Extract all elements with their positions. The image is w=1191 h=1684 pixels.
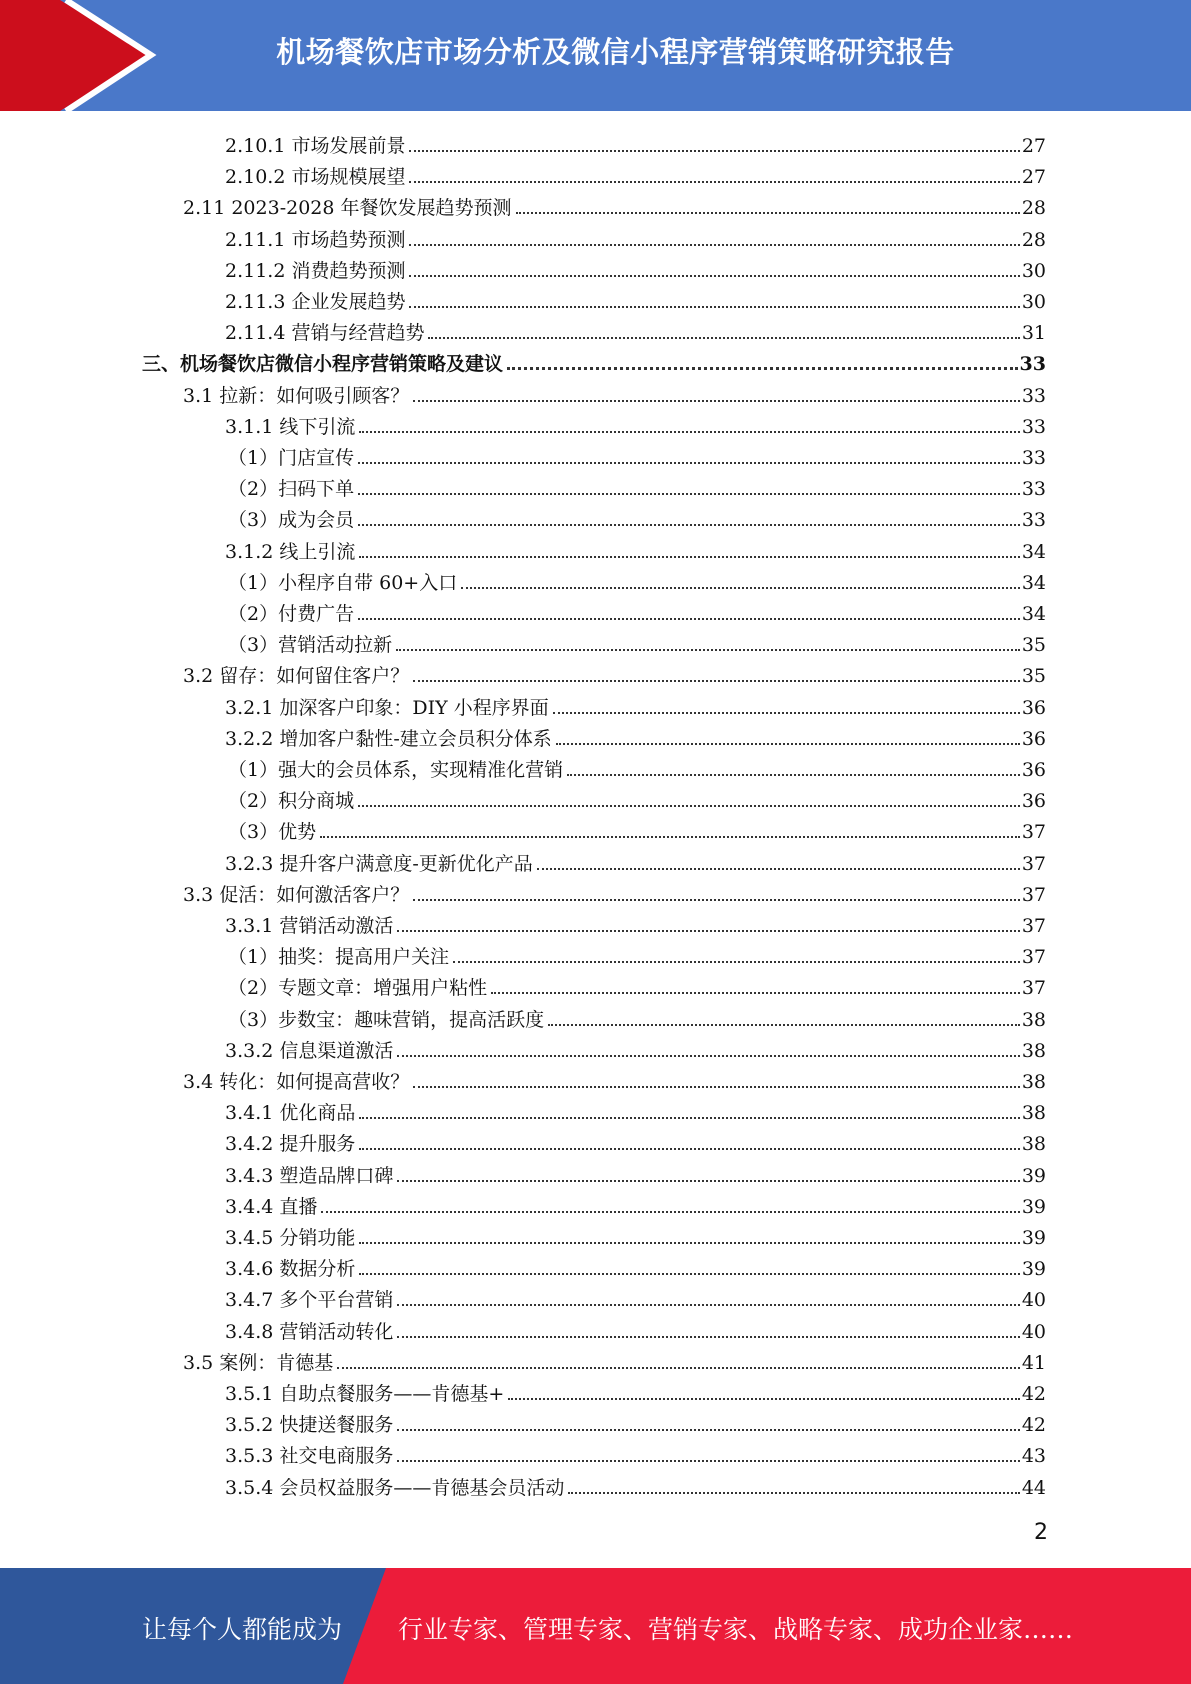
toc-entry-page: 33 <box>1021 447 1046 469</box>
toc-leader-dots <box>397 1460 1019 1462</box>
toc-entry[interactable] <box>225 1468 1046 1499</box>
toc-entry-title: （2）积分商城 <box>228 790 355 813</box>
toc-entry[interactable] <box>142 344 1046 375</box>
toc-leader-dots <box>397 1055 1019 1057</box>
toc-entry-title: 2.11.1 市场趋势预测 <box>225 228 406 251</box>
toc-entry-page: 30 <box>1021 259 1046 282</box>
toc-entry-title: 3.4.4 直播 <box>225 1195 318 1218</box>
toc-entry-title: 3.1.1 线下引流 <box>225 415 356 438</box>
toc-entry[interactable] <box>228 750 1046 781</box>
toc-entry-title: 3.3.1 营销活动激活 <box>225 915 394 937</box>
toc-entry-title: （1）门店宣传 <box>228 447 355 469</box>
toc-entry[interactable] <box>225 1124 1046 1155</box>
toc-entry-title: 2.11.2 消费趋势预测 <box>225 259 406 282</box>
toc-entry[interactable] <box>225 282 1046 313</box>
toc-entry[interactable] <box>228 968 1046 999</box>
toc-entry-page: 28 <box>1021 228 1046 251</box>
toc-entry-title: （2）扫码下单 <box>228 478 355 501</box>
toc-entry-page: 37 <box>1021 852 1046 875</box>
toc-entry-page: 37 <box>1021 915 1046 937</box>
toc-entry-page: 40 <box>1021 1320 1046 1343</box>
toc-leader-dots <box>413 680 1020 682</box>
toc-entry-page: 37 <box>1021 883 1046 906</box>
toc-leader-dots <box>453 961 1020 963</box>
toc-leader-dots <box>397 1429 1019 1431</box>
toc-entry-page: 39 <box>1021 1195 1046 1218</box>
toc-leader-dots <box>397 1336 1019 1338</box>
toc-entry[interactable] <box>228 594 1046 625</box>
toc-entry-page: 38 <box>1021 1071 1046 1093</box>
toc-entry-title: （1）抽奖：提高用户关注 <box>228 946 450 969</box>
toc-entry-page: 38 <box>1021 1102 1046 1125</box>
toc-leader-dots <box>396 649 1020 651</box>
toc-entry-title: 3.1.2 线上引流 <box>225 540 356 563</box>
toc-entry-page: 36 <box>1021 790 1046 813</box>
toc-entry-page: 34 <box>1021 603 1046 625</box>
toc-entry[interactable] <box>228 438 1046 469</box>
toc-entry-page: 37 <box>1021 977 1046 1000</box>
toc-entry-title: 3.2.1 加深客户印象：DIY 小程序界面 <box>225 696 549 719</box>
toc-leader-dots <box>359 431 1019 433</box>
toc-entry[interactable] <box>225 1280 1046 1311</box>
toc-entry-title: 3.2 留存：如何留住客户？ <box>183 665 410 688</box>
toc-entry[interactable] <box>228 781 1046 812</box>
toc-entry-title: 3.4.3 塑造品牌口碑 <box>225 1164 394 1187</box>
toc-entry-title: 3.3.2 信息渠道激活 <box>225 1039 394 1062</box>
toc-entry-title: 3.1 拉新：如何吸引顾客？ <box>183 384 410 407</box>
toc-entry-title: （2）付费广告 <box>228 603 355 625</box>
toc-leader-dots <box>359 1273 1019 1275</box>
toc-entry-page: 37 <box>1021 946 1046 969</box>
toc-entry-title: （1）强大的会员体系，实现精准化营销 <box>228 759 564 781</box>
toc-entry[interactable] <box>225 1312 1046 1343</box>
toc-leader-dots <box>409 150 1019 152</box>
toc-entry[interactable] <box>225 1374 1046 1405</box>
toc-entry[interactable] <box>225 1156 1046 1187</box>
toc-entry-page: 35 <box>1021 665 1046 688</box>
toc-entry[interactable] <box>183 376 1046 407</box>
toc-entry-title: 3.4 转化：如何提高营收？ <box>183 1071 410 1093</box>
toc-entry-page: 34 <box>1021 571 1046 594</box>
toc-entry-page: 31 <box>1021 322 1046 345</box>
toc-entry-page: 33 <box>1021 384 1046 407</box>
toc-entry-title: 3.2.2 增加客户黏性-建立会员积分体系 <box>225 727 552 750</box>
toc-entry[interactable] <box>183 1343 1046 1374</box>
toc-entry[interactable] <box>183 656 1046 687</box>
toc-entry-page: 33 <box>1021 478 1046 501</box>
toc-leader-dots <box>359 1242 1019 1244</box>
toc-entry-title: 3.5.4 会员权益服务——肯德基会员活动 <box>225 1476 565 1499</box>
toc-entry-page: 42 <box>1021 1383 1046 1405</box>
toc-entry[interactable] <box>225 844 1046 875</box>
toc-leader-dots <box>413 400 1020 402</box>
toc-entry[interactable] <box>225 688 1046 719</box>
page-header <box>0 0 1191 111</box>
toc-leader-dots <box>409 275 1019 277</box>
toc-entry-page: 33 <box>1021 415 1046 438</box>
toc-entry[interactable] <box>228 500 1046 531</box>
toc-entry-page: 33 <box>1019 353 1046 376</box>
toc-entry-title: 3.4.6 数据分析 <box>225 1258 356 1281</box>
toc-leader-dots <box>568 1492 1019 1494</box>
toc-entry-page: 39 <box>1021 1164 1046 1187</box>
toc-entry-page: 27 <box>1021 135 1046 157</box>
toc-entry[interactable] <box>225 906 1046 937</box>
toc-entry-title: 2.11 2023-2028 年餐饮发展趋势预测 <box>183 197 512 220</box>
toc-entry-title: （3）成为会员 <box>228 509 355 532</box>
toc-entry[interactable] <box>225 313 1046 344</box>
toc-leader-dots <box>553 712 1020 714</box>
toc-entry[interactable] <box>225 1218 1046 1249</box>
toc-entry-page: 36 <box>1021 759 1046 781</box>
toc-leader-dots <box>397 1304 1019 1306</box>
toc-entry-title: （3）营销活动拉新 <box>228 634 393 657</box>
toc-entry-page: 37 <box>1021 821 1046 844</box>
toc-leader-dots <box>397 1180 1019 1182</box>
toc-leader-dots <box>359 1148 1019 1150</box>
toc-entry-page: 38 <box>1021 1133 1046 1156</box>
toc-leader-dots <box>397 930 1019 932</box>
toc-entry-title: 3.5.1 自助点餐服务——肯德基+ <box>225 1383 505 1405</box>
toc-entry-title: 3.5 案例：肯德基 <box>183 1351 334 1374</box>
toc-entry-page: 36 <box>1021 696 1046 719</box>
toc-entry[interactable] <box>225 1031 1046 1062</box>
toc-entry-title: 3.4.7 多个平台营销 <box>225 1289 394 1312</box>
toc-leader-dots <box>548 1024 1020 1026</box>
toc-entry-title: 2.10.2 市场规模展望 <box>225 166 406 189</box>
toc-entry[interactable] <box>228 812 1046 843</box>
toc-leader-dots <box>358 524 1020 526</box>
toc-entry[interactable] <box>225 1405 1046 1436</box>
toc-leader-dots <box>359 556 1019 558</box>
toc-entry[interactable] <box>225 1249 1046 1280</box>
toc-entry[interactable] <box>228 1000 1046 1031</box>
toc-entry-page: 38 <box>1021 1039 1046 1062</box>
toc-entry[interactable] <box>225 1187 1046 1218</box>
toc-leader-dots <box>491 992 1020 994</box>
toc-entry-page: 41 <box>1021 1351 1046 1374</box>
toc-entry-title: （3）优势 <box>228 821 317 844</box>
toc-entry-title: 三、机场餐饮店微信小程序营销策略及建议 <box>142 353 504 376</box>
toc-entry[interactable] <box>228 937 1046 968</box>
toc-entry-page: 39 <box>1021 1258 1046 1281</box>
toc-leader-dots <box>337 1367 1020 1369</box>
toc-entry-title: （1）小程序自带 60+入口 <box>228 571 458 594</box>
page-number: 2 <box>1034 1520 1048 1545</box>
toc-entry[interactable] <box>228 563 1046 594</box>
toc-entry[interactable] <box>225 220 1046 251</box>
toc-leader-dots <box>461 587 1020 589</box>
footer-slogan-right: 行业专家、管理专家、营销专家、战略专家、成功企业家…… <box>398 1615 1074 1644</box>
toc-entry[interactable] <box>225 1093 1046 1124</box>
toc-entry-page: 43 <box>1021 1445 1046 1468</box>
toc-entry-title: （2）专题文章：增强用户粘性 <box>228 977 488 1000</box>
toc-leader-dots <box>508 1398 1020 1400</box>
toc-leader-dots <box>358 462 1020 464</box>
toc-entry-page: 38 <box>1021 1008 1046 1031</box>
toc-leader-dots <box>413 1086 1020 1088</box>
toc-leader-dots <box>556 743 1020 745</box>
toc-entry[interactable] <box>225 1436 1046 1467</box>
toc-entry[interactable] <box>183 875 1046 906</box>
toc-entry-page: 30 <box>1021 291 1046 313</box>
report-title: 机场餐饮店市场分析及微信小程序营销策略研究报告 <box>276 35 955 69</box>
toc-leader-dots <box>507 367 1018 370</box>
toc-entry-title: 3.5.2 快捷送餐服务 <box>225 1414 394 1437</box>
toc-leader-dots <box>358 493 1020 495</box>
toc-leader-dots <box>537 868 1020 870</box>
toc-leader-dots <box>358 618 1020 620</box>
toc-leader-dots <box>358 805 1020 807</box>
toc-entry-title: 3.4.5 分销功能 <box>225 1227 356 1249</box>
toc-leader-dots <box>516 212 1020 214</box>
footer-slogan-left: 让每个人都能成为 <box>142 1615 343 1644</box>
toc-entry-page: 36 <box>1021 727 1046 750</box>
toc-entry-page: 42 <box>1021 1414 1046 1437</box>
toc-entry-title: （3）步数宝：趣味营销，提高活跃度 <box>228 1008 545 1031</box>
toc-entry-title: 2.10.1 市场发展前景 <box>225 135 406 157</box>
toc-entry-title: 3.5.3 社交电商服务 <box>225 1445 394 1468</box>
toc-entry-page: 27 <box>1021 166 1046 189</box>
toc-entry-page: 34 <box>1021 540 1046 563</box>
toc-leader-dots <box>320 836 1020 838</box>
toc-leader-dots <box>428 337 1019 339</box>
toc-leader-dots <box>359 1117 1019 1119</box>
toc-entry-page: 33 <box>1021 509 1046 532</box>
toc-entry-page: 35 <box>1021 634 1046 657</box>
toc-entry-title: 3.4.8 营销活动转化 <box>225 1320 394 1343</box>
toc-leader-dots <box>413 899 1020 901</box>
toc-entry[interactable] <box>183 1062 1046 1093</box>
toc-leader-dots <box>409 306 1019 308</box>
toc-leader-dots <box>409 244 1019 246</box>
toc-entry[interactable] <box>228 469 1046 500</box>
toc-entry[interactable] <box>225 157 1046 188</box>
toc-entry-title: 3.2.3 提升客户满意度-更新优化产品 <box>225 852 533 875</box>
toc-entry-title: 2.11.4 营销与经营趋势 <box>225 322 425 345</box>
toc-entry[interactable] <box>228 625 1046 656</box>
toc-leader-dots <box>409 181 1019 183</box>
toc-entry[interactable] <box>183 188 1046 219</box>
toc-entry[interactable] <box>225 126 1046 157</box>
toc-entry[interactable] <box>225 251 1046 282</box>
toc-leader-dots <box>321 1211 1019 1213</box>
toc-entry-page: 44 <box>1021 1476 1046 1499</box>
toc-entry-title: 3.4.1 优化商品 <box>225 1102 356 1125</box>
toc-entry-page: 39 <box>1021 1227 1046 1249</box>
toc-entry[interactable] <box>225 532 1046 563</box>
toc-entry-title: 3.3 促活：如何激活客户？ <box>183 883 410 906</box>
page-footer <box>0 1568 1191 1684</box>
toc-entry[interactable] <box>225 719 1046 750</box>
toc-leader-dots <box>567 774 1020 776</box>
toc-entry-title: 3.4.2 提升服务 <box>225 1133 356 1156</box>
toc-entry[interactable] <box>225 407 1046 438</box>
toc-entry-title: 2.11.3 企业发展趋势 <box>225 291 406 313</box>
toc-entry-page: 28 <box>1021 197 1046 220</box>
toc-entry-page: 40 <box>1021 1289 1046 1312</box>
